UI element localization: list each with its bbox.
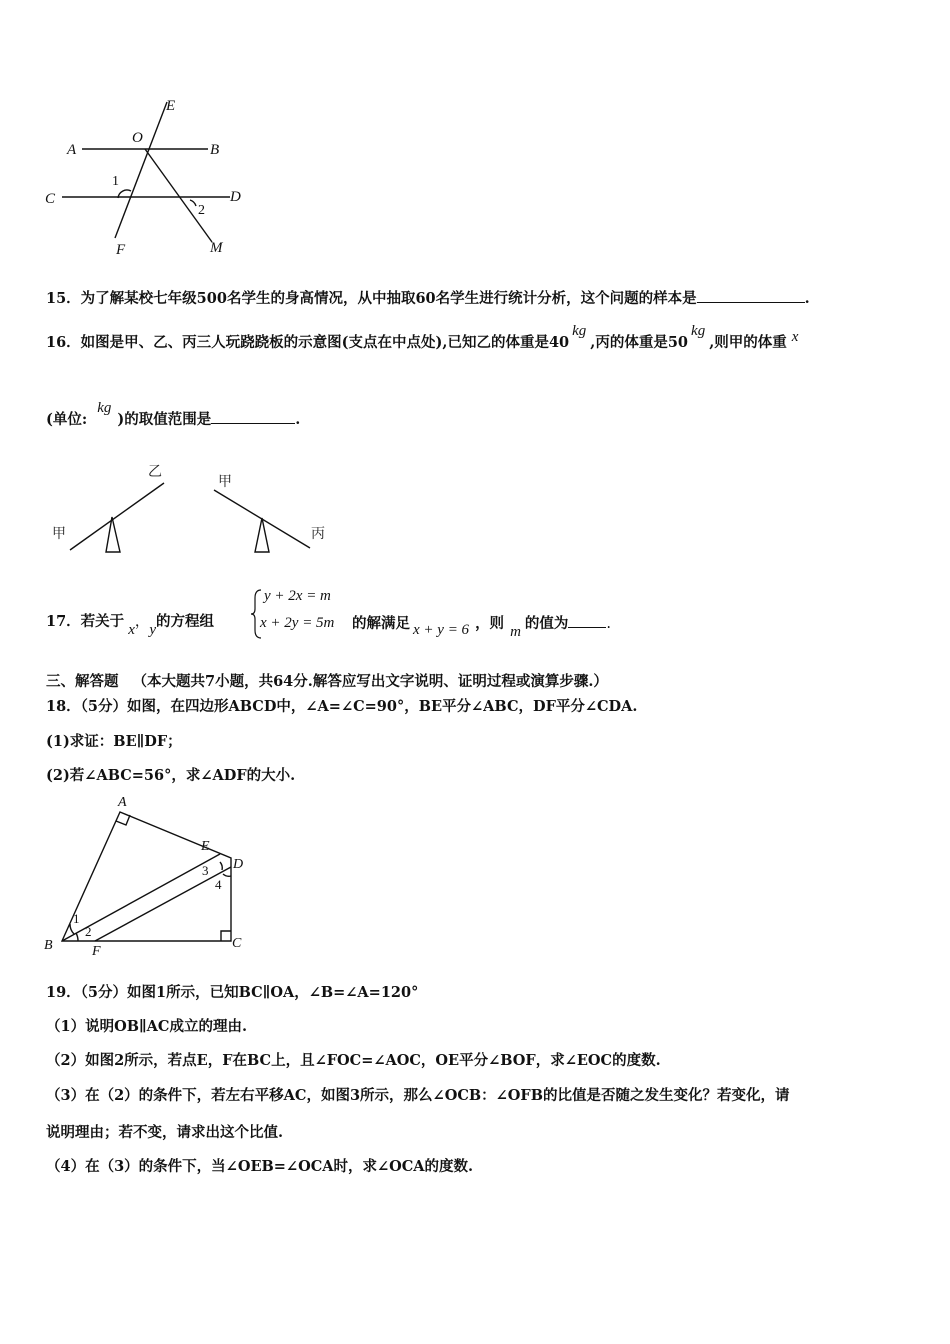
question-17-end: . bbox=[606, 616, 612, 632]
var-x-16: x bbox=[791, 329, 799, 345]
question-19-sub2: （2）如图2所示，若点E，F在BC上，且∠FOC=∠AOC，OE平分∠BOF，求∠EOC的度数. bbox=[46, 1052, 661, 1069]
question-18-sub1: (1)求证：BE∥DF； bbox=[46, 733, 182, 750]
label-e: E bbox=[201, 839, 210, 854]
question-17-part4: ，则 bbox=[475, 615, 505, 632]
answer-blank-15 bbox=[697, 287, 805, 303]
question-17-part2: 的方程组 bbox=[156, 613, 215, 630]
answer-blank-16 bbox=[211, 408, 295, 424]
question-16 bbox=[46, 323, 799, 353]
line-ef bbox=[115, 102, 167, 238]
unit-kg-3: kg bbox=[97, 400, 112, 416]
var-y-17: y bbox=[149, 622, 157, 638]
label-m: M bbox=[210, 240, 223, 256]
question-17-part5: 的值为 bbox=[524, 615, 569, 632]
question-16-end: . bbox=[295, 411, 301, 428]
equation-1: y + 2x = m bbox=[264, 588, 331, 604]
var-m-17: m bbox=[510, 624, 521, 640]
label-o: O bbox=[132, 130, 143, 146]
question-18: 18．（5分）如图，在四边形ABCD中，∠A=∠C=90°，BE平分∠ABC，DF平分∠CDA. bbox=[46, 698, 638, 715]
label-angle-2: 2 bbox=[85, 924, 92, 939]
question-15-text: 15．为了解某校七年级500名学生的身高情况，从中抽取60名学生进行统计分析，这个问题的样本是 bbox=[46, 290, 697, 307]
question-16-part5: )的取值范围是 bbox=[117, 411, 212, 428]
question-16-part1: 16．如图是甲、乙、丙三人玩跷跷板的示意图(支点在中点处),已知乙的体重是40 bbox=[46, 334, 570, 351]
label-angle-1: 1 bbox=[73, 911, 80, 926]
label-c: C bbox=[232, 936, 242, 951]
var-x-17: x bbox=[128, 622, 135, 638]
label-yi: 乙 bbox=[148, 465, 162, 480]
label-angle-1: 1 bbox=[112, 174, 119, 189]
figure-quadrilateral bbox=[40, 792, 260, 962]
label-a: A bbox=[118, 795, 127, 810]
label-bing: 丙 bbox=[311, 527, 325, 542]
question-17-part1: 17．若关于 bbox=[46, 613, 125, 630]
question-17 bbox=[46, 612, 215, 638]
equation-2: x + 2y = 5m bbox=[260, 615, 335, 631]
label-angle-4: 4 bbox=[215, 877, 222, 892]
unit-kg-2: kg bbox=[691, 323, 706, 339]
question-19-sub4: （4）在（3）的条件下，当∠OEB=∠OCA时，求∠OCA的度数. bbox=[46, 1158, 474, 1175]
question-17-part3: 的解满足 bbox=[352, 615, 410, 632]
label-b: B bbox=[210, 142, 220, 158]
label-e: E bbox=[166, 98, 176, 114]
label-d: D bbox=[233, 857, 244, 872]
question-17-cont bbox=[352, 612, 612, 640]
question-18-sub2: (2)若∠ABC=56°，求∠ADF的大小. bbox=[46, 767, 296, 784]
condition-17: x + y = 6 bbox=[413, 622, 470, 638]
label-a: A bbox=[67, 142, 77, 158]
section-3-header bbox=[46, 672, 608, 692]
angle-2-arc bbox=[76, 933, 78, 941]
segment-df bbox=[95, 867, 231, 941]
question-16-cont bbox=[46, 400, 301, 430]
question-19-sub3: （3）在（2）的条件下，若左右平移AC，如图3所示，那么∠OCB：∠OFB的比值是否随之发生变化？若变化，请 bbox=[46, 1087, 790, 1104]
figure-parallel-lines bbox=[40, 92, 260, 262]
unit-kg-1: kg bbox=[572, 323, 587, 339]
question-16-part4: (单位: bbox=[46, 411, 88, 428]
label-d: D bbox=[230, 189, 241, 205]
angle-3-arc bbox=[220, 862, 222, 870]
label-f: F bbox=[116, 242, 126, 258]
question-16-part3: ,则甲的体重 bbox=[709, 334, 787, 351]
label-jia-left: 甲 bbox=[52, 527, 66, 542]
label-c: C bbox=[45, 191, 56, 207]
seesaw-right-fulcrum bbox=[255, 518, 269, 552]
figure-seesaw bbox=[46, 460, 346, 560]
right-angle-c bbox=[221, 931, 231, 941]
angle-4-arc bbox=[223, 874, 231, 876]
comma-17: ， bbox=[134, 614, 150, 630]
question-15-end: . bbox=[804, 290, 810, 307]
question-19-sub3-cont: 说明理由；若不变，请求出这个比值. bbox=[46, 1124, 284, 1141]
line-om bbox=[145, 149, 212, 242]
label-b: B bbox=[44, 938, 53, 953]
question-19-sub1: （1）说明OB∥AC成立的理由. bbox=[46, 1018, 247, 1035]
section-3-title: 三、解答题 bbox=[46, 673, 119, 690]
question-16-part2: ,丙的体重是50 bbox=[590, 334, 689, 351]
answer-blank-17 bbox=[568, 612, 606, 628]
label-angle-3: 3 bbox=[202, 863, 209, 878]
label-f: F bbox=[92, 944, 101, 959]
system-brace bbox=[250, 588, 264, 640]
label-angle-2: 2 bbox=[198, 203, 205, 218]
question-19: 19．（5分）如图1所示，已知BC∥OA，∠B=∠A=120° bbox=[46, 984, 419, 1001]
question-15 bbox=[46, 287, 810, 309]
label-jia-right: 甲 bbox=[218, 475, 232, 490]
angle-2-arc bbox=[190, 200, 196, 206]
section-3-note: （本大题共7小题，共64分.解答应写出文字说明、证明过程或演算步骤.） bbox=[132, 673, 608, 690]
